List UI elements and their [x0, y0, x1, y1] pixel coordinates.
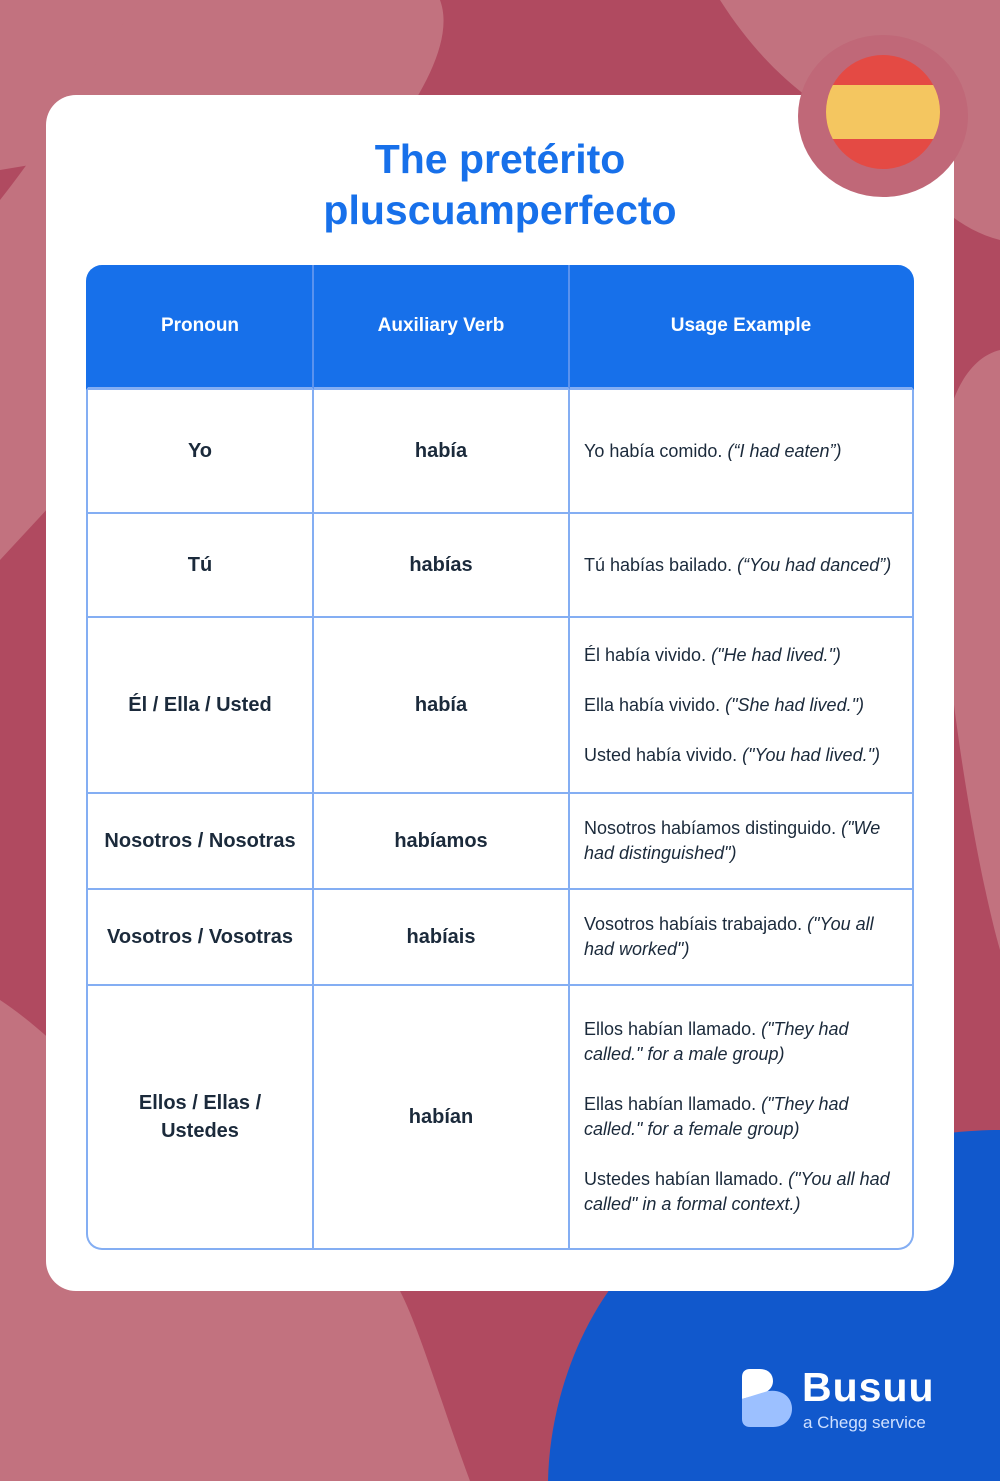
example-english: ("You all had worked")	[584, 914, 874, 959]
example-line	[584, 743, 898, 768]
example-line	[584, 693, 898, 718]
example-line	[584, 1092, 898, 1142]
auxiliary-cell: habían	[314, 986, 570, 1250]
auxiliary-cell: habíamos	[314, 794, 570, 890]
table-row	[86, 794, 914, 890]
example-spanish: Vosotros habíais trabajado.	[584, 914, 803, 934]
example-spanish: Yo había comido.	[584, 440, 723, 461]
pronoun-cell: Vosotros / Vosotras	[86, 890, 314, 986]
example-spanish: Nosotros habíamos distinguido.	[584, 818, 837, 838]
example-cell	[570, 390, 914, 514]
auxiliary-cell: habías	[314, 514, 570, 618]
busuu-brand	[740, 1366, 950, 1436]
pronoun-cell: Yo	[86, 390, 314, 514]
pronoun-cell: Ellos / Ellas / Ustedes	[86, 986, 314, 1250]
header-auxiliary-verb: Auxiliary Verb	[314, 265, 570, 390]
example-line	[584, 1017, 898, 1067]
auxiliary-cell: había	[314, 618, 570, 794]
auxiliary-cell: había	[314, 390, 570, 514]
pronoun-cell: Tú	[86, 514, 314, 618]
example-spanish: Usted había vivido.	[584, 744, 738, 765]
table-row	[86, 618, 914, 794]
auxiliary-cell: habíais	[314, 890, 570, 986]
example-spanish: Él había vivido.	[584, 644, 707, 665]
example-cell	[570, 794, 914, 890]
example-english: ("He had lived.")	[711, 644, 841, 665]
example-cell	[570, 890, 914, 986]
table-row	[86, 890, 914, 986]
example-english: ("You all had called" in a formal context.)	[584, 1169, 890, 1214]
example-line	[584, 912, 898, 962]
page-title	[46, 134, 954, 236]
pronoun-cell: Él / Ella / Usted	[86, 618, 314, 794]
example-english: ("You had lived.")	[742, 744, 880, 765]
example-spanish: Ustedes habían llamado.	[584, 1169, 784, 1189]
example-line	[584, 816, 898, 866]
example-spanish: Ella había vivido.	[584, 694, 721, 715]
table-row	[86, 390, 914, 514]
example-cell	[570, 986, 914, 1250]
table-header-row	[86, 265, 914, 390]
busuu-logo-icon	[742, 1369, 792, 1427]
example-line	[584, 643, 898, 668]
table-row	[86, 514, 914, 618]
title-line-1: The pretérito	[374, 136, 626, 182]
example-line	[584, 553, 898, 578]
brand-tagline: a Chegg service	[803, 1413, 926, 1432]
example-english: ("They had called." for a female group)	[584, 1094, 849, 1139]
table-row	[86, 986, 914, 1250]
example-line	[584, 1167, 898, 1217]
example-line	[584, 439, 898, 464]
example-english: ("We had distinguished")	[584, 818, 881, 863]
example-english: ("She had lived.")	[725, 694, 864, 715]
header-usage-example: Usage Example	[570, 265, 914, 390]
header-pronoun: Pronoun	[86, 265, 314, 390]
conjugation-table	[86, 265, 914, 1250]
example-spanish: Ellos habían llamado.	[584, 1019, 757, 1039]
example-spanish: Ellas habían llamado.	[584, 1094, 757, 1114]
title-line-2: pluscuamperfecto	[323, 187, 677, 233]
brand-name: Busuu	[802, 1364, 935, 1410]
example-english: (“You had danced”)	[737, 554, 892, 575]
example-cell	[570, 514, 914, 618]
example-cell	[570, 618, 914, 794]
example-spanish: Tú habías bailado.	[584, 554, 733, 575]
example-english: (“I had eaten”)	[727, 440, 842, 461]
pronoun-cell: Nosotros / Nosotras	[86, 794, 314, 890]
example-english: ("They had called." for a male group)	[584, 1019, 849, 1064]
